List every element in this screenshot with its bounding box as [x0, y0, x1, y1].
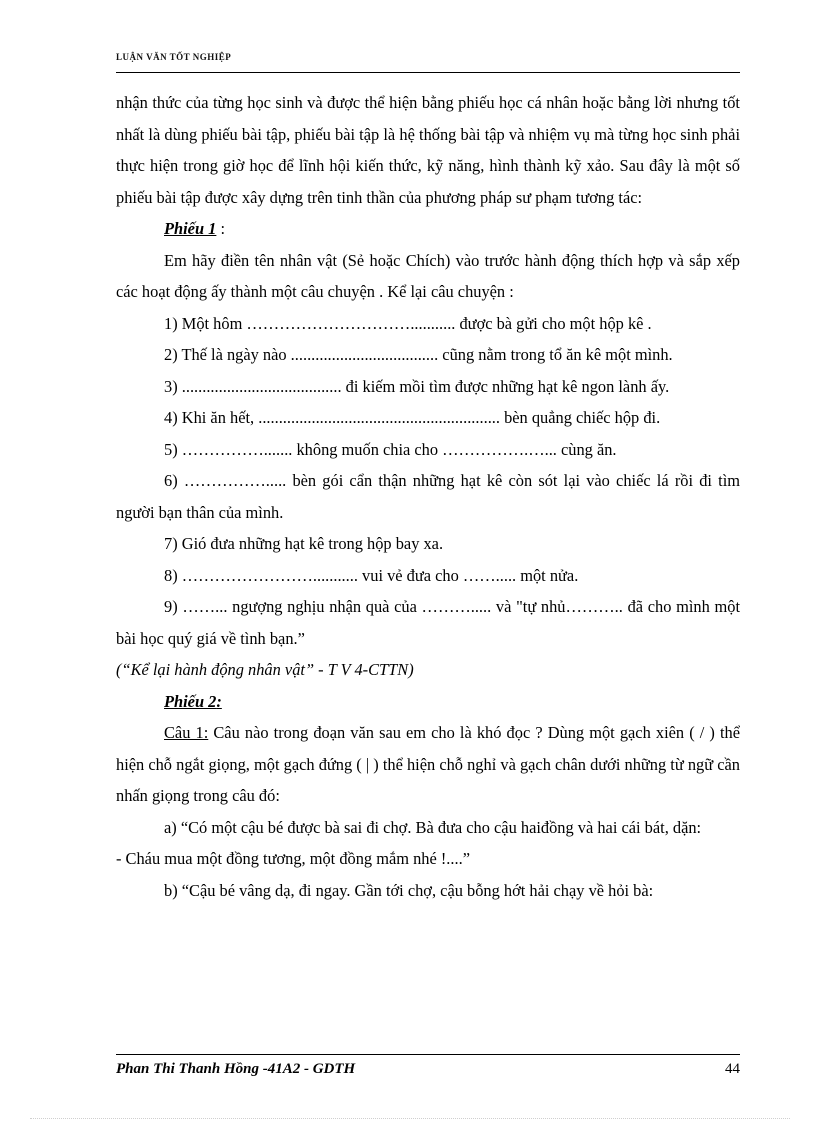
sheet1-item-9: 9) ……... ngượng nghịu nhận quà của ………..... và "tự nhủ……….. đã cho mình một bài học quý giá về tình bạn.”: [116, 597, 740, 648]
sheet2-heading: [116, 686, 740, 718]
header-rule: [116, 72, 740, 73]
sheet1-item-5: 5) ……………....... không muốn chia cho …………….…... cùng ăn.: [164, 439, 617, 459]
sheet1-source: (“Kể lại hành động nhân vật” - T V 4-CTTN): [116, 660, 414, 679]
sheet2-title-suffix: :: [216, 691, 222, 711]
question-1-text: Câu nào trong đoạn văn sau em cho là khó đọc ? Dùng một gạch xiên ( / ) thể hiện chỗ ngắt giọng, một gạch đứng ( | ) thể hiện chỗ nghỉ và gạch chân dưới những từ ngữ cần nhấn giọng trong câu đó:: [116, 723, 740, 805]
sheet1-item-3: 3) ....................................... đi kiếm mồi tìm được những hạt kê ngon lành ấy.: [164, 376, 670, 396]
sheet1-title: Phiếu 1: [164, 219, 217, 238]
sheet2-part-a-dialogue: - Cháu mua một đồng tương, một đồng mắm nhé !....”: [116, 849, 470, 868]
page-number: 44: [725, 1061, 740, 1077]
footer-author: Phan Thi Thanh Hồng -41A2 - GDTH: [116, 1061, 356, 1077]
sheet1-instruction: Em hãy điền tên nhân vật (Sẻ hoặc Chích) vào trước hành động thích hợp và sắp xếp các hoạt động ấy thành một câu chuyện . Kể lại câu chuyện :: [116, 250, 740, 301]
sheet1-heading: [116, 213, 740, 245]
sheet1-item-7: 7) Gió đưa những hạt kê trong hộp bay xa.: [164, 534, 444, 553]
sheet1-item-8: 8) ……………………........... vui vẻ đưa cho ……..... một nửa.: [164, 565, 579, 585]
sheet1-title-suffix: :: [216, 219, 226, 238]
running-header: LUẬN VĂN TỐT NGHIỆP: [116, 52, 232, 62]
question-1-label: Câu 1:: [164, 723, 209, 742]
page-body: [116, 87, 740, 906]
footer-rule: [116, 1054, 740, 1055]
page-edge-divider: [30, 1118, 790, 1119]
sheet2-part-a: a) “Có một cậu bé được bà sai đi chợ. Bà đưa cho cậu haiđồng và hai cái bát, dặn:: [164, 817, 702, 837]
sheet2-question-1: [116, 717, 740, 812]
sheet2-title: Phiếu 2: [164, 691, 217, 711]
sheet1-item-1: 1) Một hôm …………………………........... được bà gửi cho một hộp kê .: [164, 313, 652, 333]
intro-paragraph: nhận thức của từng học sinh và được thể hiện bằng phiếu học cá nhân hoặc bằng lời nhưng tốt nhất là dùng phiếu bài tập, phiếu bài tập là hệ thống bài tập và nhiệm vụ mà từng học sinh phải thực hiện trong giờ học để lĩnh hội kiến thức, kỹ năng, hình thành kỹ xảo. Sau đây là một số phiếu bài tập được xây dựng trên tinh thần của phương pháp sư phạm tương tác:: [116, 93, 740, 207]
sheet1-item-2: 2) Thế là ngày nào .................................... cũng nằm trong tổ ăn kê một mình.: [164, 345, 673, 364]
sheet1-item-4: 4) Khi ăn hết, ........................................................... bèn quẳng chiếc hộp đi.: [164, 408, 661, 427]
sheet2-part-b: b) “Cậu bé vâng dạ, đi ngay. Gần tới chợ, cậu bỗng hớt hải chạy về hỏi bà:: [164, 880, 654, 900]
sheet1-item-6: 6) ……………..... bèn gói cẩn thận những hạt kê còn sót lại vào chiếc lá rồi đi tìm người bạn thân của mình.: [116, 471, 740, 522]
